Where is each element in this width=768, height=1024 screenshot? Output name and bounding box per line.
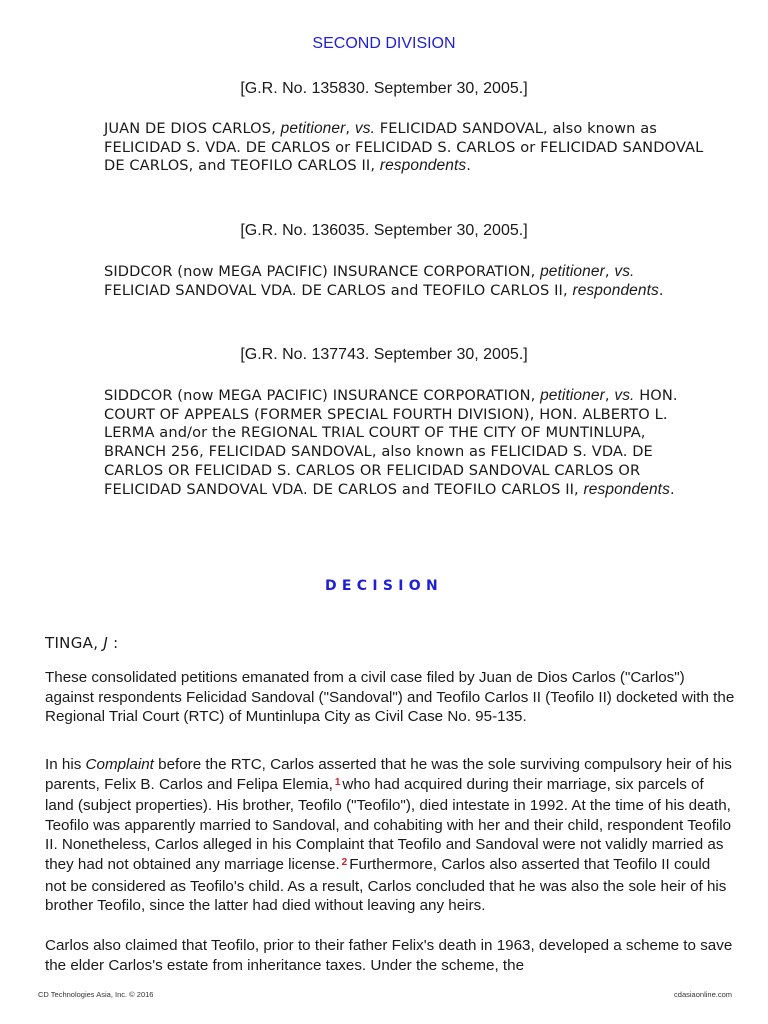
role-label: respondents bbox=[379, 157, 467, 175]
punct: , bbox=[345, 120, 351, 137]
paragraph-2 bbox=[45, 755, 735, 916]
ponente-suffix: : bbox=[108, 634, 119, 652]
division-heading: SECOND DIVISION bbox=[312, 35, 456, 52]
case-parties-2 bbox=[104, 263, 704, 300]
versus-label: vs. bbox=[614, 387, 635, 404]
party-text: FELICIDAD SANDOVAL, also known as FELICIDAD S. VDA. DE CARLOS or FELICIDAD S. CARLOS or FELICIDAD SANDOVAL DE CARLOS, and TEOFILO CARLOS II, bbox=[104, 120, 704, 175]
text: In his bbox=[45, 756, 86, 773]
footer-copyright: CD Technologies Asia, Inc. © 2016 bbox=[38, 990, 154, 999]
case-parties-3 bbox=[104, 387, 704, 499]
footer-site-link[interactable]: cdasiaonline.com bbox=[674, 990, 732, 999]
role-label: petitioner bbox=[540, 263, 605, 280]
text: before the RTC, Carlos asserted that he was the sole surviving compulsory heir of his parents, Felix B. Carlos and Felipa Elemia, bbox=[45, 756, 732, 793]
role-label: petitioner bbox=[540, 387, 605, 404]
versus-label: vs. bbox=[354, 120, 375, 137]
footnote-link-1[interactable]: 1 bbox=[334, 776, 341, 788]
role-label: respondents bbox=[572, 281, 659, 299]
footnote-link-2[interactable]: 2 bbox=[341, 856, 348, 868]
decision-heading: DECISION bbox=[325, 578, 443, 594]
party-text: HON. COURT OF APPEALS (FORMER SPECIAL FOURTH DIVISION), HON. ALBERTO L. LERMA and/or the REGIONAL TRIAL COURT OF THE CITY OF MUNTINLUPA, BRANCH 256, FELICIDAD SANDOVAL, also known as FELICIDAD S. VDA. DE CARLOS OR FELICIDAD S. CARLOS OR FELICIDAD SANDOVAL CARLOS OR FELICIDAD SANDOVAL VDA. DE CARLOS and TEOFILO CARLOS II, bbox=[104, 387, 678, 498]
ponente-name: TINGA, bbox=[45, 634, 99, 652]
party-text: JUAN DE DIOS CARLOS, bbox=[104, 120, 276, 137]
punct: . bbox=[466, 157, 471, 175]
party-text: SIDDCOR (now MEGA PACIFIC) INSURANCE CORPORATION, bbox=[104, 263, 536, 280]
role-label: petitioner bbox=[280, 120, 346, 137]
italic-text: Complaint bbox=[85, 756, 154, 773]
text: who had acquired during their marriage, six parcels of land (subject properties). His brother, Teofilo ("Teofilo"), died intestate in 1992. At the time of his death, Teofilo was apparently married to Sandoval, and cohabiting with her and their child, respondent Teofilo II. Nonetheless, Carlos alleged in his Complaint that Teofilo and Sandoval were not validly married as they had not obtained any marriage license. bbox=[45, 775, 732, 873]
paragraph-3: Carlos also claimed that Teofilo, prior to their father Felix's death in 1963, developed a scheme to save the elder Carlos's estate from inheritance taxes. Under the scheme, the bbox=[45, 937, 733, 974]
versus-label: vs. bbox=[614, 263, 635, 280]
text: Furthermore, Carlos also asserted that Teofilo II could not be considered as Teofilo's child. As a result, Carlos concluded that he was also the sole heir of his brother Teofilo, since the latter had died without leaving any heirs. bbox=[45, 855, 727, 915]
party-text: FELICIAD SANDOVAL VDA. DE CARLOS and TEOFILO CARLOS II, bbox=[104, 281, 568, 299]
case-number-3: [G.R. No. 137743. September 30, 2005.] bbox=[240, 346, 528, 363]
punct: , bbox=[604, 387, 610, 404]
punct: , bbox=[604, 263, 610, 280]
party-text: SIDDCOR (now MEGA PACIFIC) INSURANCE CORPORATION, bbox=[104, 387, 536, 404]
case-number-2: [G.R. No. 136035. September 30, 2005.] bbox=[240, 222, 528, 239]
punct: . bbox=[658, 281, 664, 299]
case-number-1: [G.R. No. 135830. September 30, 2005.] bbox=[240, 80, 528, 97]
ponente bbox=[45, 634, 119, 652]
ponente-title: J bbox=[103, 634, 109, 652]
case-parties-1 bbox=[104, 120, 704, 176]
punct: . bbox=[669, 480, 675, 498]
role-label: respondents bbox=[583, 480, 670, 498]
paragraph-1: These consolidated petitions emanated from a civil case filed by Juan de Dios Carlos ("Carlos") against respondents Felicidad Sandoval ("Sandoval") and Teofilo Carlos II (Teofilo II) docketed with the Regional Trial Court (RTC) of Muntinlupa City as Civil Case No. 95-135. bbox=[45, 669, 735, 726]
